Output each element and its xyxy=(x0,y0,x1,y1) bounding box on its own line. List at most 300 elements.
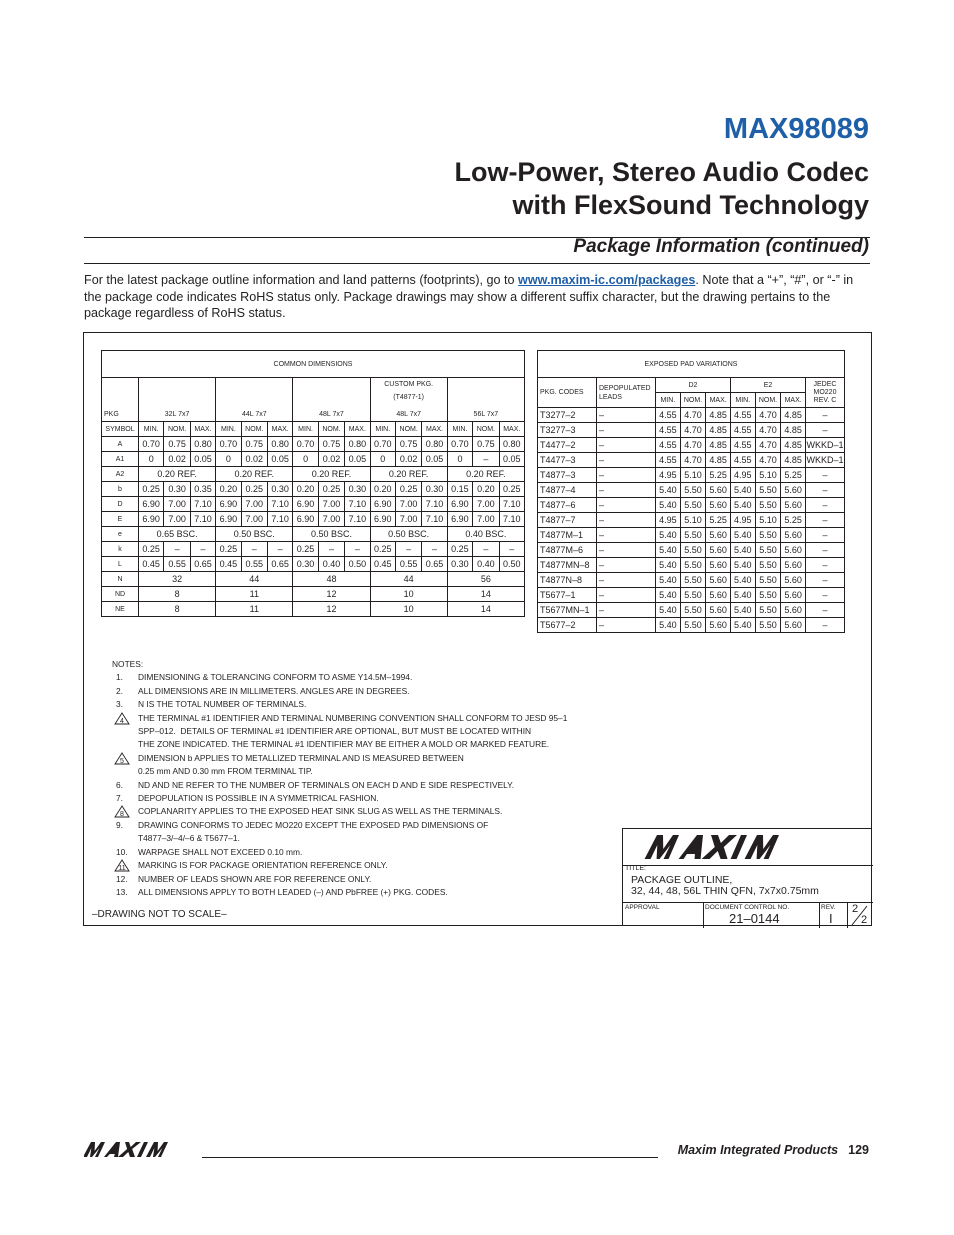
package-drawing xyxy=(83,332,872,926)
package-name: 44L 7x7 xyxy=(241,411,267,418)
sub-header: MAX. xyxy=(499,422,524,437)
e2-cell: 4.55 xyxy=(730,408,755,423)
span-value-cell: 44 xyxy=(370,572,447,587)
pad-row xyxy=(538,453,845,468)
e2-cell: 5.50 xyxy=(755,603,781,618)
value-cell: 6.90 xyxy=(139,497,164,512)
rev-label: REV. xyxy=(821,904,836,911)
value-cell: 0.25 xyxy=(293,542,318,557)
value-cell: 0 xyxy=(139,452,164,467)
value-cell: 0.02 xyxy=(164,452,190,467)
value-cell: 0.70 xyxy=(370,437,395,452)
d2-cell: 4.85 xyxy=(706,453,731,468)
jedec-cell: – xyxy=(806,513,845,528)
value-cell: 0.30 xyxy=(422,482,447,497)
d2-cell: 5.40 xyxy=(656,543,681,558)
depop-cell: – xyxy=(597,468,656,483)
dimension-row xyxy=(102,482,525,497)
span-value-cell: 56 xyxy=(447,572,524,587)
symbol-cell: NE xyxy=(102,602,139,617)
value-cell: 6.90 xyxy=(216,512,241,527)
package-header xyxy=(216,378,293,422)
rev-value: I xyxy=(829,911,833,926)
value-cell: 0.70 xyxy=(447,437,472,452)
value-cell: 0.25 xyxy=(139,482,164,497)
note-item xyxy=(112,712,567,752)
title-line-2: with FlexSound Technology xyxy=(512,190,869,220)
note-text: MARKING IS FOR PACKAGE ORIENTATION REFERENCE ONLY. xyxy=(138,860,388,871)
package-header xyxy=(139,378,216,422)
symbol-label: SYMBOL xyxy=(102,422,139,437)
sub-header: MAX. xyxy=(267,422,292,437)
footer-rule xyxy=(202,1157,658,1158)
custom-pkg-label: CUSTOM PKG. xyxy=(384,381,434,388)
note-item xyxy=(112,859,567,872)
dimension-row xyxy=(102,557,525,572)
value-cell: 7.00 xyxy=(395,512,421,527)
jedec-label: JEDEC MO220 REV. C xyxy=(806,378,845,408)
sheet-number: 2 xyxy=(852,903,859,915)
note-item xyxy=(112,846,567,859)
value-cell: 7.10 xyxy=(345,497,370,512)
sheet-cell xyxy=(847,903,873,928)
d2-cell: 5.10 xyxy=(680,468,706,483)
value-cell: 0.05 xyxy=(422,452,447,467)
d2-cell: 5.50 xyxy=(680,483,706,498)
value-cell: 7.00 xyxy=(241,512,267,527)
value-cell: 7.10 xyxy=(422,512,447,527)
rev-cell xyxy=(819,903,848,928)
e2-cell: 5.40 xyxy=(730,558,755,573)
span-value-cell: 44 xyxy=(216,572,293,587)
depop-cell: – xyxy=(597,423,656,438)
common-dimensions-table xyxy=(101,350,525,617)
d2-cell: 5.50 xyxy=(680,573,706,588)
e2-cell: 4.85 xyxy=(781,408,806,423)
d2-cell: 4.95 xyxy=(656,513,681,528)
approval-cell xyxy=(623,903,704,928)
note-text: N IS THE TOTAL NUMBER OF TERMINALS. xyxy=(138,699,307,710)
dimension-row xyxy=(102,497,525,512)
value-cell: 6.90 xyxy=(293,497,318,512)
value-cell: 7.00 xyxy=(473,497,499,512)
value-cell: – xyxy=(267,542,292,557)
part-number: MAX98089 xyxy=(723,113,869,145)
value-cell: 0.20 xyxy=(370,482,395,497)
note-flag-number: 4 xyxy=(120,717,124,725)
e2-cell: 4.85 xyxy=(781,453,806,468)
span-value-cell: 0.20 REF. xyxy=(447,467,524,482)
value-cell: 0.50 xyxy=(345,557,370,572)
value-cell: – xyxy=(345,542,370,557)
dimension-row xyxy=(102,527,525,542)
e2-cell: 5.50 xyxy=(755,483,781,498)
span-value-cell: 14 xyxy=(447,602,524,617)
e2-label: E2 xyxy=(730,378,805,393)
e2-cell: 5.40 xyxy=(730,588,755,603)
pad-row xyxy=(538,588,845,603)
depop-cell: – xyxy=(597,618,656,633)
symbol-cell: E xyxy=(102,512,139,527)
value-cell: 0 xyxy=(370,452,395,467)
value-cell: 0.75 xyxy=(395,437,421,452)
pkg-code-cell: T5677MN–1 xyxy=(538,603,597,618)
symbol-cell: D xyxy=(102,497,139,512)
e2-cell: 4.95 xyxy=(730,513,755,528)
symbol-cell: N xyxy=(102,572,139,587)
value-cell: 0.70 xyxy=(216,437,241,452)
pad-row xyxy=(538,618,845,633)
jedec-cell: – xyxy=(806,498,845,513)
dimension-row xyxy=(102,587,525,602)
d2-cell: 4.70 xyxy=(680,423,706,438)
jedec-cell: – xyxy=(806,528,845,543)
note-item xyxy=(112,805,567,818)
value-cell: 0.02 xyxy=(395,452,421,467)
d2-cell: 5.40 xyxy=(656,618,681,633)
e2-cell: 4.70 xyxy=(755,453,781,468)
value-cell: 0.40 xyxy=(318,557,344,572)
jedec-cell: WKKD–1 xyxy=(806,453,845,468)
pad-row xyxy=(538,423,845,438)
span-value-cell: 8 xyxy=(139,602,216,617)
page-title xyxy=(454,156,869,222)
value-cell: 7.00 xyxy=(318,497,344,512)
pkg-code-cell: T4877N–8 xyxy=(538,573,597,588)
value-cell: 0.25 xyxy=(370,542,395,557)
value-cell: – xyxy=(190,542,215,557)
common-title: COMMON DIMENSIONS xyxy=(102,351,525,378)
symbol-cell: A1 xyxy=(102,452,139,467)
e2-cell: 5.10 xyxy=(755,468,781,483)
doc-control-label: DOCUMENT CONTROL NO. xyxy=(705,904,790,911)
note-number: 3. xyxy=(116,699,123,710)
d2-cell: 5.50 xyxy=(680,618,706,633)
note-text: ND AND NE REFER TO THE NUMBER OF TERMINALS ON EACH D AND E SIDE RESPECTIVELY. xyxy=(138,779,515,790)
value-cell: 0.02 xyxy=(318,452,344,467)
e2-cell: 5.50 xyxy=(755,543,781,558)
intro-text-after: . Note that a “+”, “#”, or “-” in the package code indicates RoHS status only. Package drawings may show a different suffix character, but the drawing pertains to the package regardless of RoHS status. xyxy=(84,273,854,320)
span-value-cell: 0.20 REF. xyxy=(370,467,447,482)
d2-cell: 5.60 xyxy=(706,603,731,618)
depop-cell: – xyxy=(597,558,656,573)
value-cell: – xyxy=(499,542,524,557)
note-number: 9. xyxy=(116,819,123,830)
value-cell: 0.20 xyxy=(473,482,499,497)
value-cell: 0.20 xyxy=(216,482,241,497)
symbol-cell: A xyxy=(102,437,139,452)
value-cell: 7.10 xyxy=(422,497,447,512)
span-value-cell: 0.20 REF. xyxy=(216,467,293,482)
note-number: 12. xyxy=(116,873,128,884)
value-cell: 0.02 xyxy=(241,452,267,467)
jedec-cell: – xyxy=(806,423,845,438)
d2-cell: 5.40 xyxy=(656,603,681,618)
sub-header-row xyxy=(102,422,525,437)
jedec-cell: – xyxy=(806,588,845,603)
d2-cell: 5.40 xyxy=(656,483,681,498)
value-cell: 0.30 xyxy=(447,557,472,572)
value-cell: 0.25 xyxy=(241,482,267,497)
symbol-cell: b xyxy=(102,482,139,497)
value-cell: 7.00 xyxy=(473,512,499,527)
dimension-row xyxy=(102,467,525,482)
depop-cell: – xyxy=(597,453,656,468)
pkg-code-cell: T4877M–1 xyxy=(538,528,597,543)
span-value-cell: 10 xyxy=(370,602,447,617)
e2-cell: 5.60 xyxy=(781,558,806,573)
span-value-cell: 0.65 BSC. xyxy=(139,527,216,542)
span-value-cell: 12 xyxy=(293,587,370,602)
value-cell: 0.25 xyxy=(318,482,344,497)
pkg-code-cell: T3277–2 xyxy=(538,408,597,423)
depop-cell: – xyxy=(597,483,656,498)
sub-header: NOM. xyxy=(164,422,190,437)
intro-text-before: For the latest package outline information and land patterns (footprints), go to xyxy=(84,273,519,287)
note-item xyxy=(112,792,567,805)
pad-row xyxy=(538,558,845,573)
package-name: 56L 7x7 xyxy=(473,411,499,418)
sheet-total: 2 xyxy=(861,914,868,926)
title-label: TITLE: xyxy=(625,865,647,872)
packages-link[interactable]: www.maxim-ic.com/packages xyxy=(518,273,696,287)
value-cell: 0 xyxy=(293,452,318,467)
note-item xyxy=(112,752,567,779)
note-flag-icon xyxy=(114,712,130,729)
pkg-code-cell: T4877–4 xyxy=(538,483,597,498)
depop-cell: – xyxy=(597,408,656,423)
package-name: 48L 7x7 xyxy=(396,411,421,418)
d2-cell: 5.50 xyxy=(680,603,706,618)
d2-cell: 5.60 xyxy=(706,618,731,633)
package-name: 32L 7x7 xyxy=(164,411,190,418)
value-cell: 0.70 xyxy=(139,437,164,452)
d2-cell: 4.55 xyxy=(656,438,681,453)
e2-cell: 5.60 xyxy=(781,588,806,603)
e2-cell: 4.55 xyxy=(730,453,755,468)
d2-cell: 5.40 xyxy=(656,498,681,513)
e2-cell: 5.40 xyxy=(730,618,755,633)
title-line-1: Low-Power, Stereo Audio Codec xyxy=(454,157,869,187)
depop-cell: – xyxy=(597,498,656,513)
value-cell: 7.10 xyxy=(190,497,215,512)
pkg-code-cell: T4877–3 xyxy=(538,468,597,483)
depop-cell: – xyxy=(597,528,656,543)
value-cell: 6.90 xyxy=(139,512,164,527)
title-block xyxy=(622,828,872,926)
e2-cell: 5.60 xyxy=(781,543,806,558)
pad-row xyxy=(538,408,845,423)
value-cell: 0.50 xyxy=(499,557,524,572)
e2-cell: 5.40 xyxy=(730,573,755,588)
value-cell: – xyxy=(164,542,190,557)
pad-title-row xyxy=(538,351,845,378)
note-flag-number: 8 xyxy=(120,811,124,819)
pkg-codes-label: PKG. CODES xyxy=(538,378,597,408)
d2-cell: 4.55 xyxy=(656,423,681,438)
sub-header: MAX. xyxy=(345,422,370,437)
d2-cell: 4.55 xyxy=(656,408,681,423)
notes-heading: NOTES: xyxy=(112,659,144,669)
e2-cell: 5.40 xyxy=(730,498,755,513)
value-cell: 0.25 xyxy=(216,542,241,557)
note-number: 1. xyxy=(116,672,123,683)
value-cell: 6.90 xyxy=(370,512,395,527)
e2-cell: 4.70 xyxy=(755,423,781,438)
exposed-pad-table xyxy=(537,350,845,633)
e2-cell: 5.50 xyxy=(755,618,781,633)
e2-cell: 5.40 xyxy=(730,528,755,543)
depop-label: DEPOPULATED LEADS xyxy=(597,378,656,408)
value-cell: 0.25 xyxy=(447,542,472,557)
value-cell: 0.30 xyxy=(164,482,190,497)
note-item xyxy=(112,671,567,684)
d2-cell: 5.50 xyxy=(680,528,706,543)
value-cell: – xyxy=(318,542,344,557)
dimension-row xyxy=(102,437,525,452)
value-cell: 0.30 xyxy=(267,482,292,497)
e2-cell: 5.60 xyxy=(781,483,806,498)
value-cell: 0.05 xyxy=(190,452,215,467)
sub-header: NOM. xyxy=(473,422,499,437)
span-value-cell: 0.20 REF. xyxy=(293,467,370,482)
value-cell: 7.00 xyxy=(164,512,190,527)
value-cell: 0 xyxy=(447,452,472,467)
value-cell: 0.80 xyxy=(345,437,370,452)
jedec-cell: – xyxy=(806,543,845,558)
sub-header: NOM. xyxy=(395,422,421,437)
sub-header: MAX. xyxy=(781,393,806,408)
value-cell: 7.10 xyxy=(267,497,292,512)
e2-cell: 5.40 xyxy=(730,483,755,498)
value-cell: 0.55 xyxy=(395,557,421,572)
package-name: 48L 7x7 xyxy=(319,411,344,418)
jedec-cell: – xyxy=(806,468,845,483)
span-value-cell: 11 xyxy=(216,602,293,617)
value-cell: 0.75 xyxy=(318,437,344,452)
value-cell: 0.75 xyxy=(241,437,267,452)
title-block-row xyxy=(623,902,873,928)
pad-row xyxy=(538,483,845,498)
value-cell: 0.05 xyxy=(345,452,370,467)
pad-row xyxy=(538,513,845,528)
d2-cell: 5.50 xyxy=(680,588,706,603)
scale-note: –DRAWING NOT TO SCALE– xyxy=(92,909,227,920)
package-header xyxy=(447,378,524,422)
value-cell: 0.65 xyxy=(267,557,292,572)
d2-cell: 4.85 xyxy=(706,438,731,453)
approval-label: APPROVAL xyxy=(625,904,660,911)
value-cell: 0.80 xyxy=(422,437,447,452)
pkg-label: PKG xyxy=(102,378,139,422)
note-item xyxy=(112,873,567,886)
value-cell: 0.25 xyxy=(139,542,164,557)
package-header-row xyxy=(102,378,525,422)
span-value-cell: 8 xyxy=(139,587,216,602)
value-cell: 7.00 xyxy=(164,497,190,512)
d2-cell: 4.85 xyxy=(706,423,731,438)
pad-header-row xyxy=(538,378,845,393)
e2-cell: 4.70 xyxy=(755,438,781,453)
jedec-cell: – xyxy=(806,603,845,618)
d2-cell: 5.40 xyxy=(656,573,681,588)
title-block-logo xyxy=(623,829,873,866)
value-cell: 0.75 xyxy=(473,437,499,452)
notes-block xyxy=(112,658,567,899)
d2-cell: 5.10 xyxy=(680,513,706,528)
note-item xyxy=(112,779,567,792)
sub-header: NOM. xyxy=(318,422,344,437)
d2-cell: 5.60 xyxy=(706,543,731,558)
sub-header: MIN. xyxy=(293,422,318,437)
note-number: 6. xyxy=(116,779,123,790)
pkg-code-cell: T5677–2 xyxy=(538,618,597,633)
value-cell: – xyxy=(473,452,499,467)
note-text: COPLANARITY APPLIES TO THE EXPOSED HEAT SINK SLUG AS WELL AS THE TERMINALS. xyxy=(138,806,503,817)
d2-cell: 5.60 xyxy=(706,483,731,498)
e2-cell: 4.85 xyxy=(781,438,806,453)
d2-cell: 5.60 xyxy=(706,498,731,513)
value-cell: – xyxy=(473,542,499,557)
jedec-cell: – xyxy=(806,483,845,498)
depop-cell: – xyxy=(597,543,656,558)
e2-cell: 5.50 xyxy=(755,498,781,513)
d2-cell: 4.55 xyxy=(656,453,681,468)
d2-cell: 5.60 xyxy=(706,588,731,603)
note-flag-icon xyxy=(114,752,130,769)
page-number: 129 xyxy=(848,1143,869,1157)
e2-cell: 5.25 xyxy=(781,468,806,483)
e2-cell: 4.95 xyxy=(730,468,755,483)
value-cell: – xyxy=(395,542,421,557)
e2-cell: 5.60 xyxy=(781,573,806,588)
dimension-row xyxy=(102,572,525,587)
value-cell: 7.00 xyxy=(395,497,421,512)
value-cell: 0.25 xyxy=(395,482,421,497)
pad-row xyxy=(538,528,845,543)
note-text: WARPAGE SHALL NOT EXCEED 0.10 mm. xyxy=(138,846,303,857)
sub-header: MAX. xyxy=(190,422,215,437)
sub-header: MIN. xyxy=(656,393,681,408)
d2-label: D2 xyxy=(656,378,731,393)
custom-pkg-code: (T4877-1) xyxy=(393,394,425,401)
d2-cell: 5.50 xyxy=(680,558,706,573)
pad-row xyxy=(538,468,845,483)
e2-cell: 5.25 xyxy=(781,513,806,528)
package-header xyxy=(293,378,370,422)
value-cell: 0.30 xyxy=(293,557,318,572)
e2-cell: 5.60 xyxy=(781,618,806,633)
note-item xyxy=(112,698,567,711)
depop-cell: – xyxy=(597,603,656,618)
intro-paragraph xyxy=(84,272,871,322)
span-value-cell: 48 xyxy=(293,572,370,587)
dimension-row xyxy=(102,542,525,557)
value-cell: – xyxy=(422,542,447,557)
value-cell: 0.15 xyxy=(447,482,472,497)
note-text: DIMENSION b APPLIES TO METALLIZED TERMINAL AND IS MEASURED BETWEEN 0.25 mm AND 0.30 mm FROM TERMINAL TIP. xyxy=(138,752,464,777)
d2-cell: 5.40 xyxy=(656,558,681,573)
e2-cell: 5.50 xyxy=(755,558,781,573)
pad-row xyxy=(538,603,845,618)
note-text: ALL DIMENSIONS APPLY TO BOTH LEADED (–) AND PbFREE (+) PKG. CODES. xyxy=(138,886,448,897)
e2-cell: 5.50 xyxy=(755,528,781,543)
span-value-cell: 10 xyxy=(370,587,447,602)
e2-cell: 5.10 xyxy=(755,513,781,528)
sub-header: MIN. xyxy=(447,422,472,437)
jedec-cell: – xyxy=(806,408,845,423)
sub-header: NOM. xyxy=(755,393,781,408)
